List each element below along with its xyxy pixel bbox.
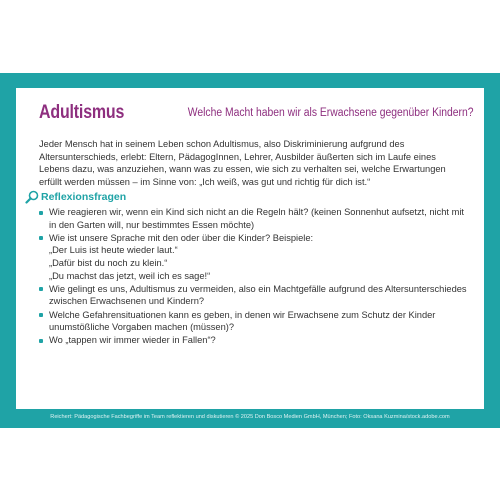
footer-credit: Reichert: Pädagogische Fachbegriffe im Team reflektieren und diskutieren © 2025 Don Bosco Medien GmbH, München; Foto: Oksana Kuzmina/stock.adobe.com	[50, 414, 450, 420]
question-line: Wo „tappen wir immer wieder in Fallen“?	[49, 335, 216, 346]
question-item	[39, 309, 471, 334]
section-header	[25, 190, 126, 204]
question-item	[39, 232, 471, 282]
card	[16, 88, 484, 409]
intro-paragraph: Jeder Mensch hat in seinem Leben schon Adultismus, also Diskriminierung aufgrund des Altersunterschieds, erlebt: Eltern, PädagogInnen, Lehrer, Ausbilder äußerten sich im Laufe eines Lebens dazu, was anzuziehen, wann was zu essen, wie sich zu verhalten sei, welche Erwartungen erfüllt werden müssen – im Sinne von: „Ich weiß, was gut und richtig für dich ist.“	[39, 139, 446, 187]
bullet-icon	[39, 313, 43, 317]
question-line: Welche Gefahrensituationen kann es geben, in denen wir Erwachsene zum Schutz der Kinder unumstößliche Vorgaben machen (müssen)?	[49, 309, 436, 333]
question-list	[39, 206, 471, 348]
question-line: Wie gelingt es uns, Adultismus zu vermeiden, also ein Machtgefälle aufgrund des Altersunterschiedes zwischen Erwachsenen und Kindern?	[49, 283, 467, 307]
bullet-icon	[39, 287, 43, 291]
question-item	[39, 206, 471, 231]
question-line: Wie ist unsere Sprache mit den oder über die Kinder? Beispiele:	[49, 232, 314, 243]
question-item	[39, 334, 471, 347]
question-line: Wie reagieren wir, wenn ein Kind sich nicht an die Regeln hält? (keinen Sonnenhut aufsetzt, nicht mit in den Garten will, nur bestimmtes Essen möchte)	[49, 207, 464, 230]
question-line: „Dafür bist du noch zu klein.“	[49, 257, 168, 268]
magnifier-icon	[25, 190, 39, 204]
bullet-icon	[39, 236, 43, 240]
question-line: „Du machst das jetzt, weil ich es sage!“	[49, 270, 211, 281]
question-item	[39, 283, 471, 308]
section-title: Reflexionsfragen	[41, 191, 127, 203]
bullet-icon	[39, 211, 43, 215]
bullet-icon	[39, 339, 43, 343]
card-title: Adultismus	[39, 102, 125, 123]
question-line: „Der Luis ist heute wieder laut.“	[49, 245, 178, 256]
card-subtitle: Welche Macht haben wir als Erwachsene gegenüber Kindern?	[188, 107, 474, 119]
